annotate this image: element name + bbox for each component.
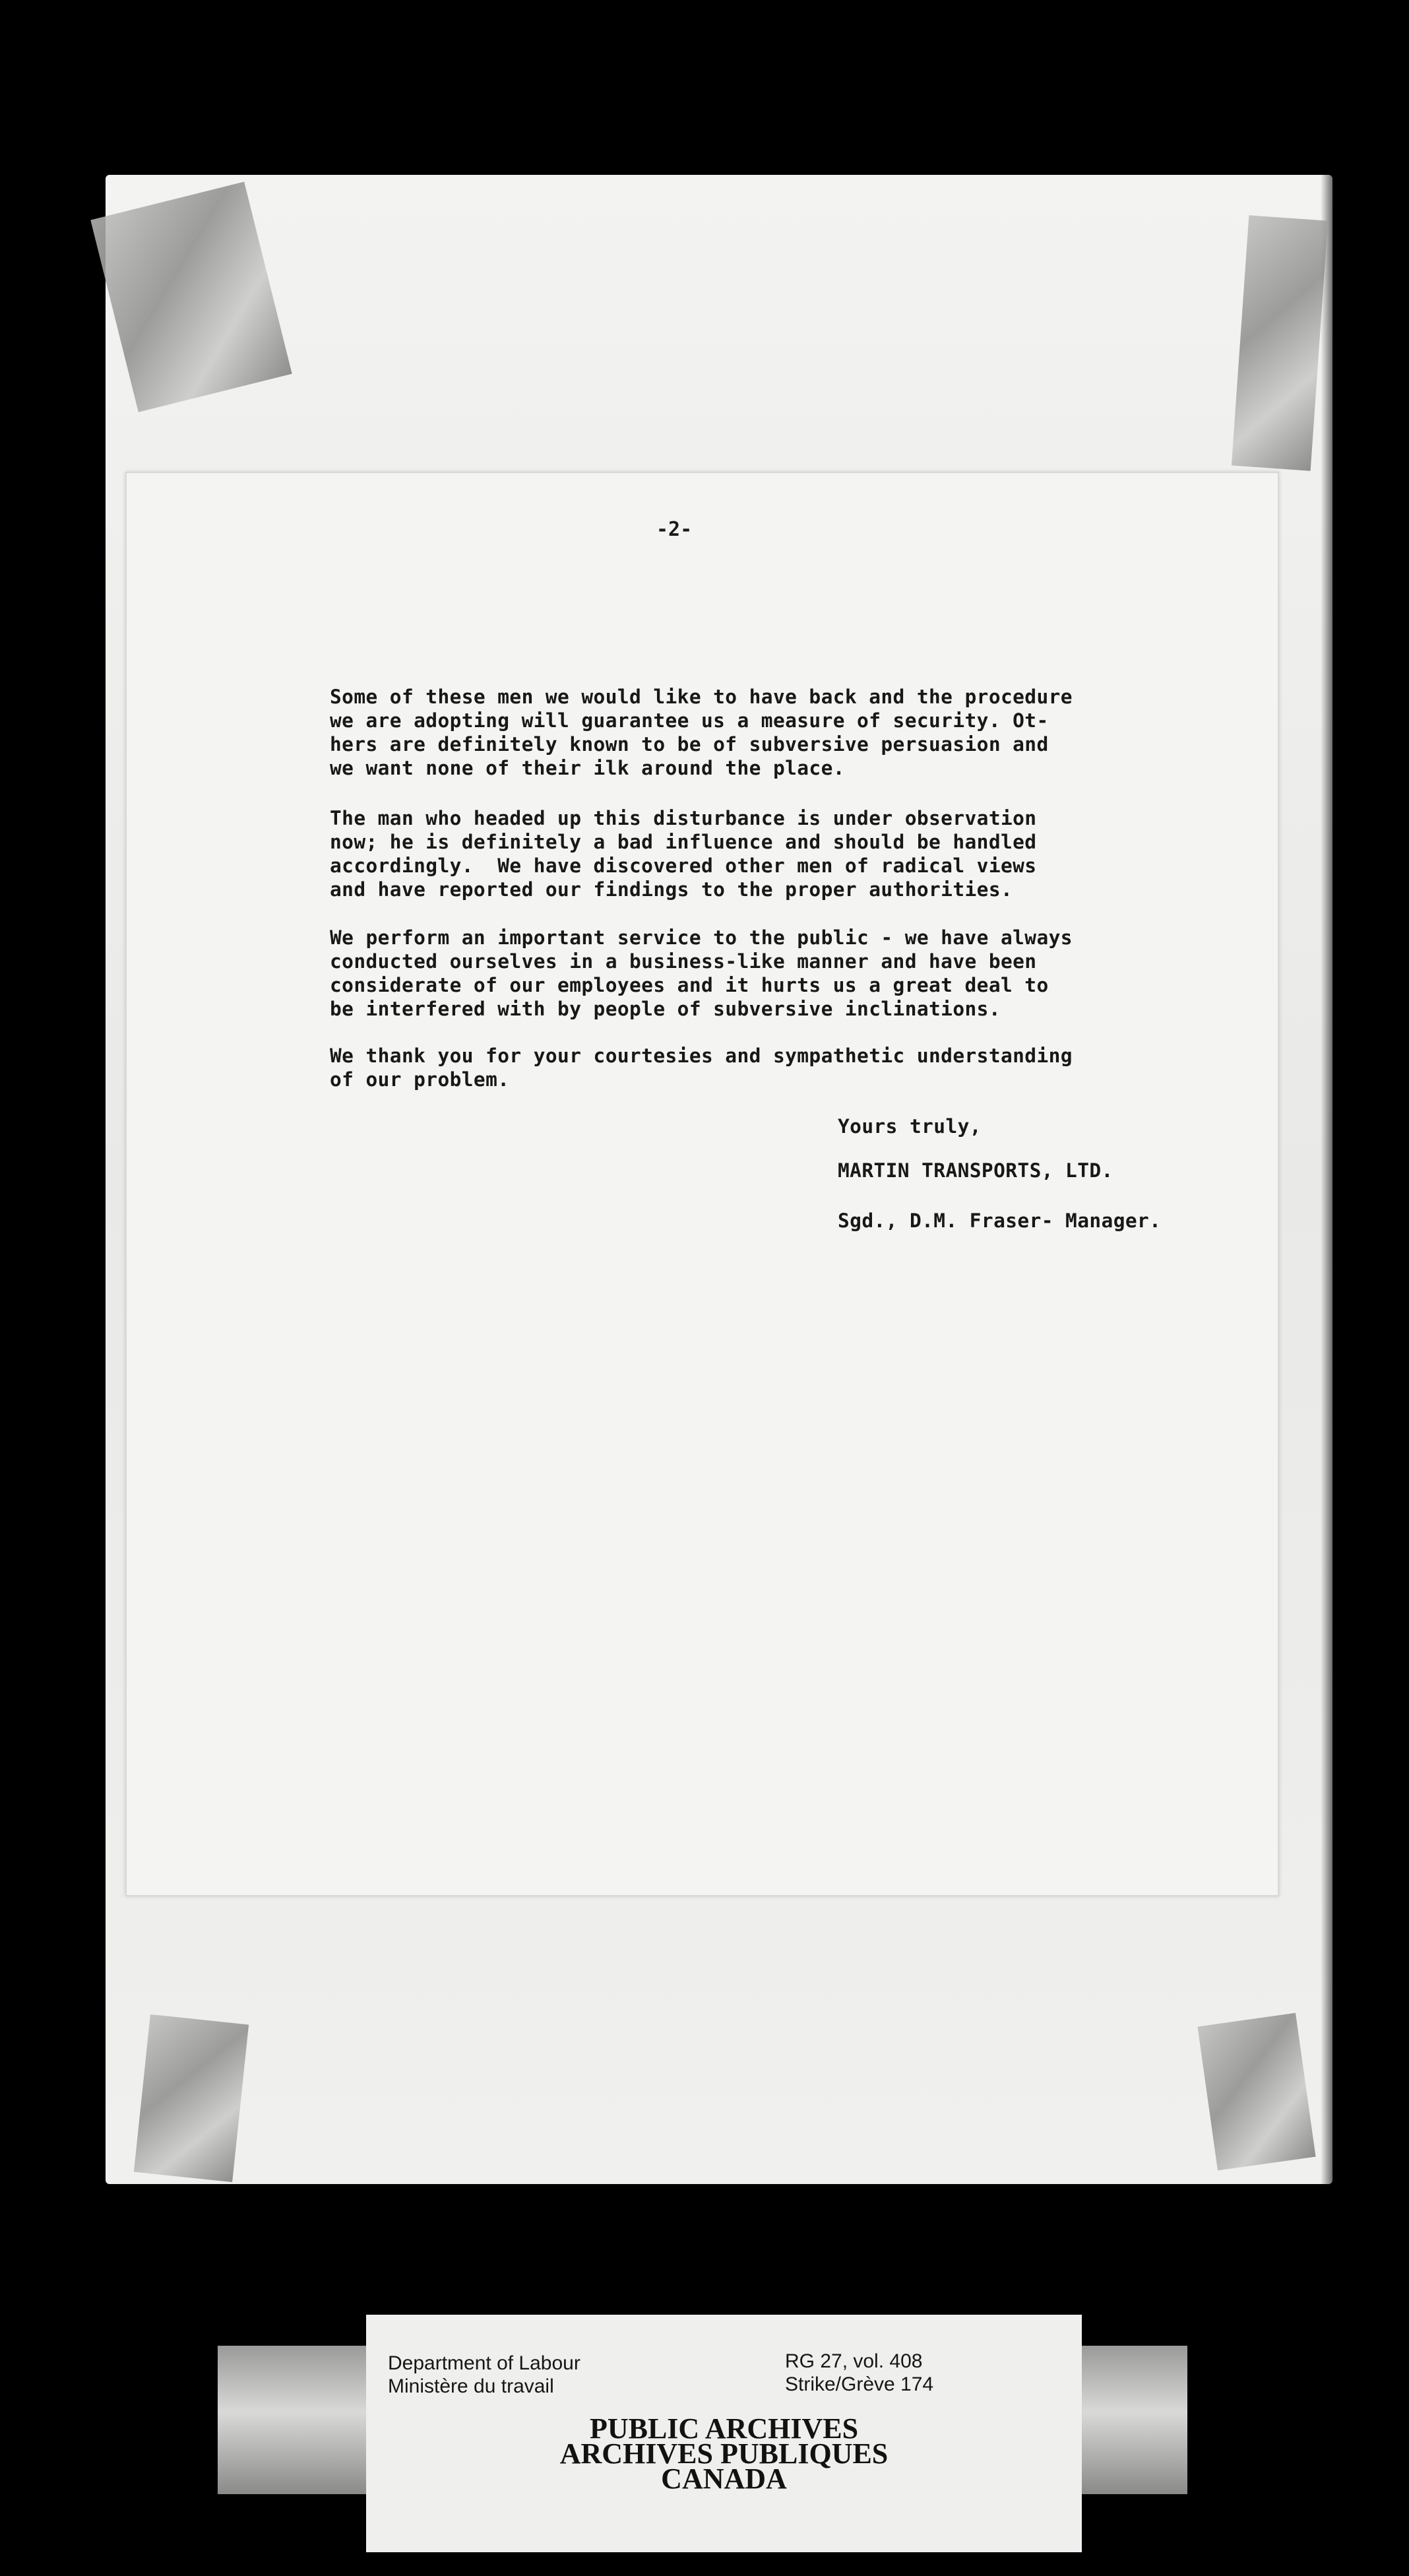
board-edge-shadow xyxy=(1321,175,1332,2184)
paragraph-2: The man who headed up this disturbance is under observation now; he is definitely a bad influence and should be handled accordingly. We have discovered other men of radical views and have reported our findings to the proper authorities. xyxy=(330,807,1037,901)
closing-company: MARTIN TRANSPORTS, LTD. xyxy=(838,1159,1113,1182)
page-number: -2- xyxy=(656,518,693,541)
public-archives-stamp xyxy=(366,2412,1082,2495)
archives-line-country: CANADA xyxy=(661,2463,787,2495)
paragraph-3: We perform an important service to the public - we have always conducted ourselves in a business-like manner and have been considerate of our employees and it hurts us a great deal to be interfered with by people of subversive inclinations. xyxy=(330,926,1073,1020)
tape-bottom-left xyxy=(134,2014,249,2182)
record-group-reference: RG 27, vol. 408 xyxy=(785,2350,923,2372)
archives-line-english: PUBLIC ARCHIVES xyxy=(589,2412,859,2445)
closing-signature: Sgd., D.M. Fraser- Manager. xyxy=(838,1209,1162,1232)
paragraph-1: Some of these men we would like to have back and the procedure we are adopting will guarantee us a measure of security. Ot- hers are definitely known to be of subversive persuasion and we want none of their ilk around the place. xyxy=(330,686,1073,779)
department-french: Ministère du travail xyxy=(388,2375,554,2397)
archives-line-french: ARCHIVES PUBLIQUES xyxy=(559,2437,889,2470)
closing-salutation: Yours truly, xyxy=(838,1115,982,1138)
tape-bottom-right xyxy=(1197,2013,1315,2171)
strike-number: Strike/Grève 174 xyxy=(785,2373,934,2395)
department-english: Department of Labour xyxy=(388,2352,580,2374)
paragraph-4: We thank you for your courtesies and sympathetic understanding of our problem. xyxy=(330,1045,1073,1091)
